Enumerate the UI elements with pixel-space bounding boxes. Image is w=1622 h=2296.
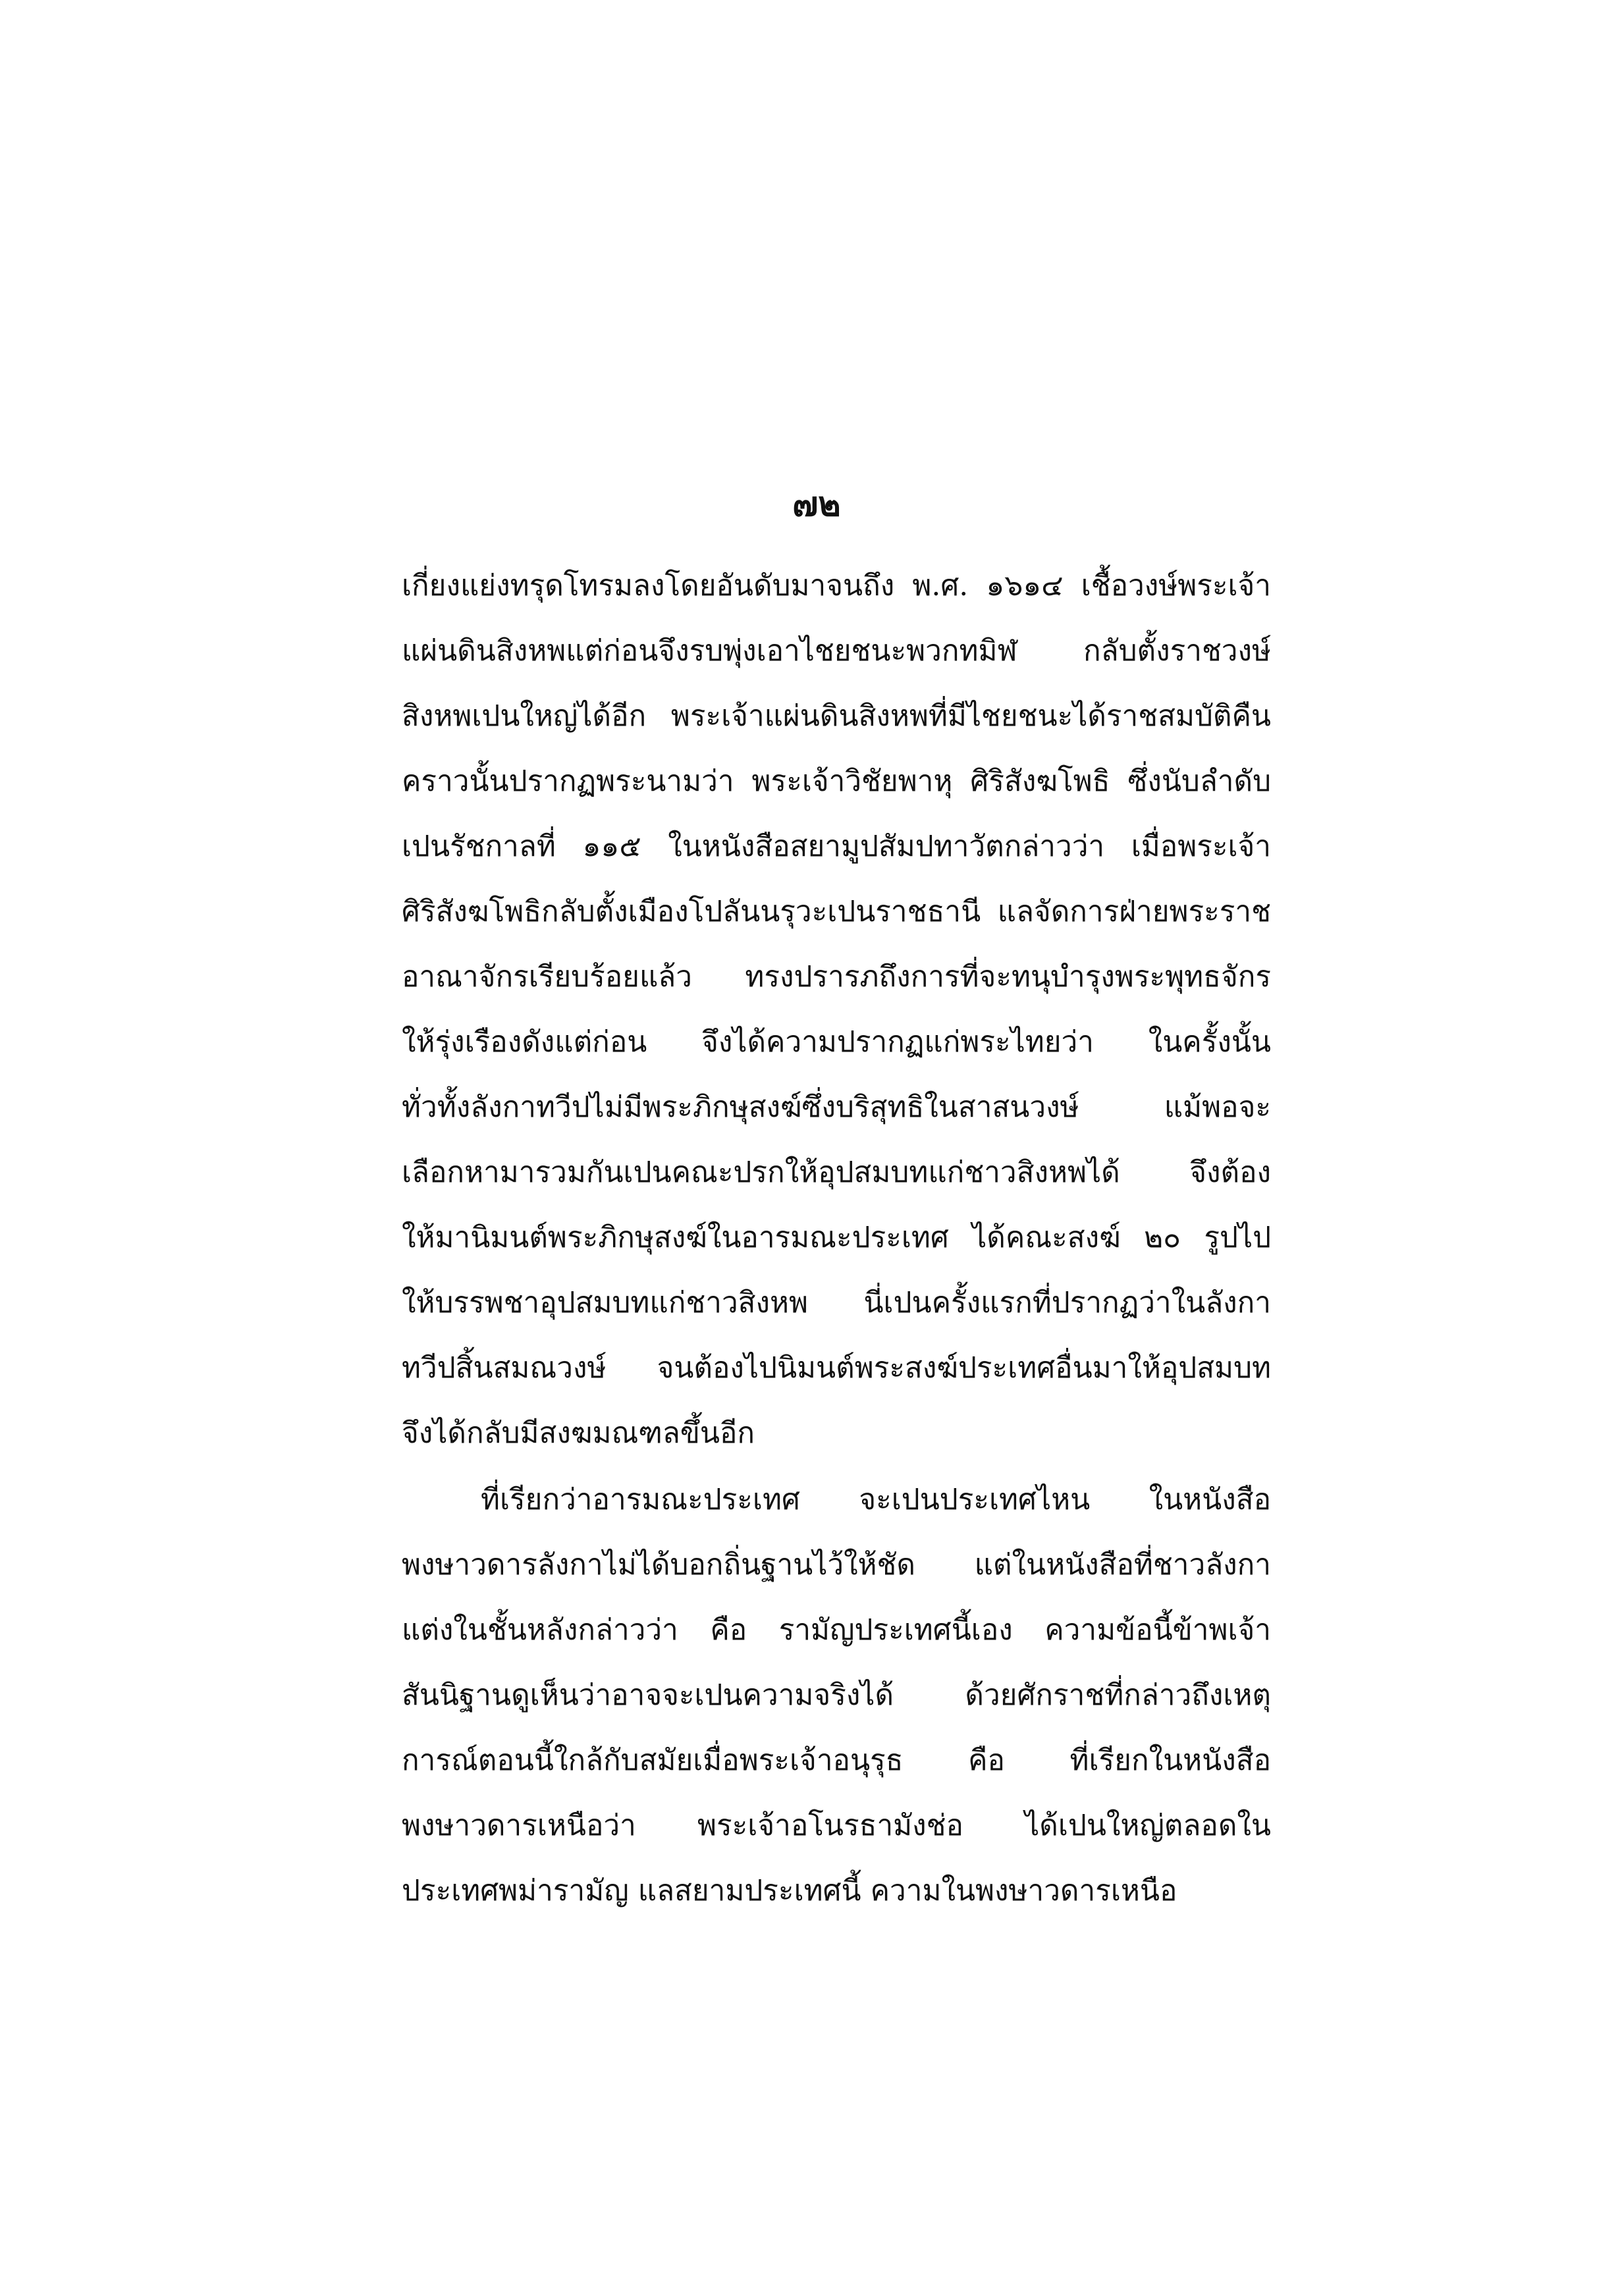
text-line: ให้บรรพชาอุปสมบทแก่ชาวสิงหพ นี่เปนครั้งแรกที่ปรากฏว่าในลังกา	[402, 1286, 1271, 1320]
text-line: จึงได้กลับมีสงฆมณฑลขึ้นอีก	[402, 1416, 755, 1450]
page-number: ๗๒	[792, 484, 841, 524]
text-line: เปนรัชกาลที่ ๑๑๕ ในหนังสือสยามูปสัมปทาวัตกล่าวว่า เมื่อพระเจ้า	[402, 830, 1271, 863]
text-line: สันนิฐานดูเห็นว่าอาจจะเปนความจริงได้ ด้วยศักราชที่กล่าวถึงเหตุ	[402, 1678, 1271, 1712]
body-text	[402, 553, 1271, 1923]
text-line: ให้มานิมนต์พระภิกษุสงฆ์ในอารมณะประเทศ ได้คณะสงฆ์ ๒๐ รูปไป	[402, 1221, 1271, 1254]
text-line: แผ่นดินสิงหพแต่ก่อนจึงรบพุ่งเอาไชยชนะพวกทมิฬ กลับตั้งราชวงษ์	[402, 634, 1271, 668]
text-line: คราวนั้นปรากฏพระนามว่า พระเจ้าวิชัยพาหุ ศิริสังฆโพธิ ซึ่งนับลำดับ	[402, 764, 1271, 798]
text-line: เกี่ยงแย่งทรุดโทรมลงโดยอันดับมาจนถึง พ.ศ. ๑๖๑๔ เชื้อวงษ์พระเจ้า	[402, 569, 1271, 602]
text-line: สิงหพเปนใหญ่ได้อีก พระเจ้าแผ่นดินสิงหพที่มีไชยชนะได้ราชสมบัติคืน	[402, 699, 1271, 733]
text-line: แต่งในชั้นหลังกล่าวว่า คือ รามัญประเทศนี้เอง ความข้อนี้ข้าพเจ้า	[402, 1613, 1271, 1647]
text-line: เลือกหามารวมกันเปนคณะปรกให้อุปสมบทแก่ชาวสิงหพได้ จึงต้อง	[402, 1156, 1271, 1189]
text-line: ทั่วทั้งลังกาทวีปไม่มีพระภิกษุสงฆ์ซึ่งบริสุทธิในสาสนวงษ์ แม้พอจะ	[402, 1090, 1271, 1124]
text-line: พงษาวดารเหนือว่า พระเจ้าอโนรธามังช่อ ได้เปนใหญ่ตลอดใน	[402, 1809, 1271, 1842]
text-line: อาณาจักรเรียบร้อยแล้ว ทรงปรารภถึงการที่จะทนุบำรุงพระพุทธจักร	[402, 960, 1271, 994]
text-line: ประเทศพม่ารามัญ แลสยามประเทศนี้ ความในพงษาวดารเหนือ	[402, 1874, 1177, 1908]
paragraph	[402, 553, 1271, 1466]
paragraph	[402, 1467, 1271, 1923]
text-line: พงษาวดารลังกาไม่ได้บอกถิ่นฐานไว้ให้ชัด แต่ในหนังสือที่ชาวลังกา	[402, 1548, 1271, 1582]
text-line: ให้รุ่งเรืองดังแต่ก่อน จึงได้ความปรากฏแก่พระไทยว่า ในครั้งนั้น	[402, 1025, 1271, 1059]
text-line: ทวีปสิ้นสมณวงษ์ จนต้องไปนิมนต์พระสงฆ์ประเทศอื่นมาให้อุปสมบท	[402, 1351, 1271, 1385]
text-line: ที่เรียกว่าอารมณะประเทศ จะเปนประเทศไหน ในหนังสือ	[481, 1483, 1271, 1516]
text-line: การณ์ตอนนี้ใกล้กับสมัยเมื่อพระเจ้าอนุรุธ คือ ที่เรียกในหนังสือ	[402, 1744, 1271, 1777]
text-line: ศิริสังฆโพธิกลับตั้งเมืองโปลันนรุวะเปนราชธานี แลจัดการฝ่ายพระราช	[402, 895, 1271, 928]
